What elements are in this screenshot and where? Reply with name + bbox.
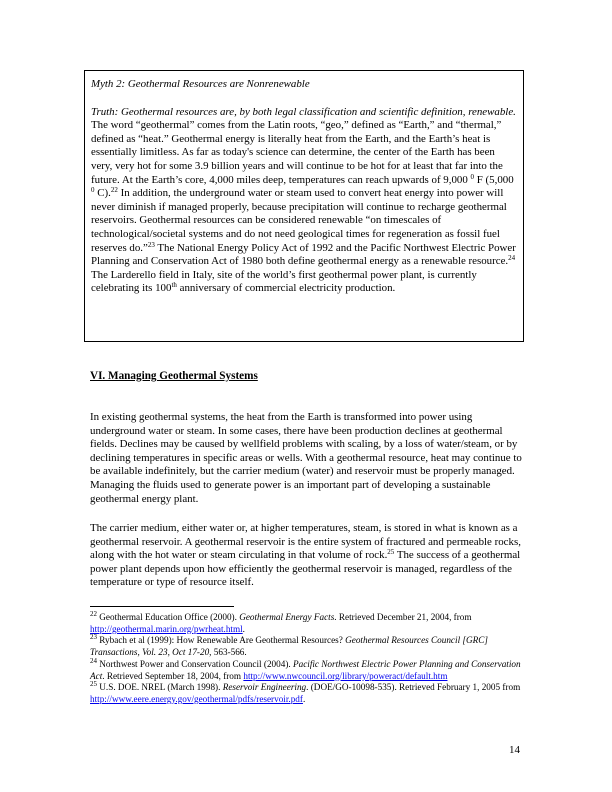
- paragraph-2-text-b: The success of a geothermal power plant depends upon how efficiently the geothermal reservoir is managed, regardless of the temperature or type of resource itself.: [90, 549, 521, 589]
- footnote-ref-23[interactable]: 23: [147, 240, 155, 249]
- truth-text-7: anniversary of commercial electricity production.: [176, 282, 396, 295]
- footnote-text: U.S. DOE. NREL (March 1998).: [97, 682, 223, 693]
- truth-text-5: The National Energy Policy Act of 1992 and the Pacific Northwest Electric Power Planning and Conservation Act of 1980 both define geothermal energy as a renewable resource.: [91, 241, 516, 268]
- footnote-ref-24[interactable]: 24: [508, 254, 516, 263]
- footnote-text: .: [302, 693, 306, 704]
- footnote-text: .: [242, 623, 245, 634]
- truth-text-3: C).: [94, 187, 111, 200]
- truth-text-2: F (5,000: [474, 173, 514, 186]
- footnote-title: Geothermal Resources Council [GRC] Transactions, Vol. 23, Oct 17-20,: [90, 635, 488, 658]
- degree-superscript: 0: [470, 172, 475, 181]
- footnote-ref-25[interactable]: 25: [387, 548, 395, 557]
- paragraph-2-text-a: The carrier medium, either water or, at higher temperatures, steam, is stored in what is known as a geothermal reservoir. A geothermal reservoir is the entire system of fractured and permeable rocks, along with the hot water or steam circulating in that volume of rock.: [90, 522, 521, 562]
- truth-paragraph: [91, 106, 518, 296]
- footnote-text: Geothermal Education Office (2000).: [97, 612, 240, 622]
- truth-text-4: In addition, the underground water or steam used to convert heat energy into power will never diminish if managed properly, because precipitation will continue to recharge geothermal reservoirs. Geothermal resources can be considered renewable “on timescales of technological/societal systems and do not need geological times for regeneration as fossil fuel reserves do.”: [91, 187, 507, 254]
- footnote-title: Pacific Northwest Electric Power Planning and Conservation Act: [90, 658, 521, 681]
- footnote-separator: [90, 606, 234, 607]
- section-heading: VI. Managing Geothermal Systems: [90, 370, 258, 382]
- page-number: 14: [509, 744, 520, 756]
- footnote-number: 25: [90, 680, 97, 689]
- footnote-link[interactable]: http://www.eere.energy.gov/geothermal/pdfs/reservoir.pdf: [90, 693, 303, 704]
- footnote-ref-22[interactable]: 22: [110, 186, 118, 195]
- footnote-number: 24: [90, 656, 97, 665]
- footnote-text: Rybach et al (1999): How Renewable Are Geothermal Resources?: [97, 635, 346, 646]
- footnote-text: . Retrieved September 18, 2004, from: [102, 670, 244, 681]
- footnote-24: [90, 656, 530, 682]
- footnote-link[interactable]: http://geothermal.marin.org/pwrheat.html: [90, 623, 243, 634]
- footnote-number: 23: [90, 633, 97, 642]
- body-paragraph-2: [90, 522, 526, 590]
- footnote-22: [90, 612, 530, 635]
- footnote-title: Reservoir Engineering: [222, 682, 307, 693]
- myth-title: Myth 2: Geothermal Resources are Nonrenewable: [91, 78, 310, 90]
- ordinal-superscript: th: [171, 281, 177, 290]
- footnote-text: . Retrieved December 21, 2004, from: [334, 612, 472, 622]
- footnotes: [90, 612, 530, 706]
- myth-callout-box: [84, 70, 524, 342]
- footnote-text: . (DOE/GO-10098-535). Retrieved February 1, 2005 from: [306, 682, 521, 693]
- footnote-number: 22: [90, 610, 97, 618]
- footnote-23: [90, 635, 530, 658]
- footnote-title: Geothermal Energy Facts: [239, 612, 335, 622]
- truth-text-6: The Larderello field in Italy, site of the world’s first geothermal power plant, is currently celebrating its 100: [91, 268, 477, 295]
- footnote-text: 563-566.: [211, 647, 247, 658]
- truth-text-1: The word “geothermal” comes from the Latin roots, “geo,” defined as “Earth,” and “thermal,” defined as “heat.” Geothermal energy is literally heat from the Earth, and the Earth’s heat is essentially limitless. As far as today's science can determine, the center of the Earth has been very, very hot for some 3.9 billion years and will continue to be hot for at least that far into the future. At the Earth’s core, 4,000 miles deep, temperatures can reach upwards of 9,000: [91, 119, 503, 186]
- degree-superscript: 0: [91, 186, 95, 195]
- truth-lead: Truth: Geothermal resources are, by both legal classification and scientific definition, renewable.: [91, 105, 516, 118]
- footnote-25: [90, 682, 530, 705]
- footnote-link[interactable]: http://www.nwcouncil.org/library/poweract/default.htm: [243, 670, 448, 681]
- footnote-text: Northwest Power and Conservation Council (2004).: [97, 658, 293, 669]
- body-paragraph-1: In existing geothermal systems, the heat from the Earth is transformed into power using underground water or steam. In some cases, there have been production declines at geothermal fields. Declines may be caused by wellfield problems with scaling, by a loss of water/steam, or by declining temperatures in specific areas or wells. With a geothermal resource, heat may continue to be available indefinitely, but the carrier medium (water) and reservoir must be properly managed. Managing the fluids used to generate power is an important part of developing a sustainable geothermal energy plant.: [90, 411, 522, 505]
